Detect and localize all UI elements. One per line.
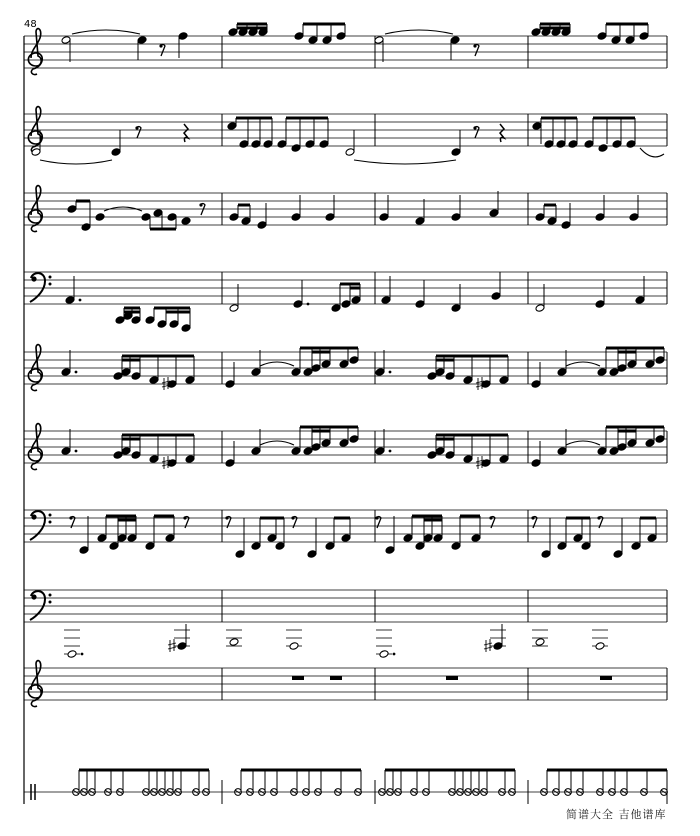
quarter-note — [178, 32, 188, 41]
note-head — [311, 364, 321, 373]
sixteenth-note — [157, 320, 167, 329]
dot — [389, 371, 392, 374]
dotted-quarter — [293, 300, 303, 309]
sixteenth-note — [181, 324, 191, 333]
quarter-note — [451, 213, 461, 222]
note-head — [499, 455, 509, 464]
eighth-note — [137, 36, 147, 45]
sixteenth-note — [131, 316, 141, 325]
half-note — [61, 36, 71, 45]
note-head — [627, 360, 637, 369]
eighth-note — [241, 217, 251, 226]
rest-dot — [473, 126, 476, 129]
quarter-note — [595, 213, 605, 222]
eighth-note — [319, 140, 329, 149]
rest-dot — [69, 516, 72, 519]
eighth-note — [322, 36, 332, 45]
quarter-note — [493, 642, 503, 651]
quarter-note — [415, 300, 425, 309]
note-head — [67, 205, 77, 214]
note-head — [321, 439, 331, 448]
sixteenth-note — [331, 304, 341, 313]
rest-dot — [159, 44, 162, 47]
bass-clef-dot — [49, 514, 52, 517]
note-head — [445, 372, 455, 381]
half-note — [229, 638, 239, 647]
measure-number: 48 — [24, 19, 37, 30]
note-head — [321, 360, 331, 369]
rest-dot — [183, 516, 186, 519]
note-head — [181, 217, 191, 226]
note-head — [423, 534, 433, 543]
note-head — [95, 213, 105, 222]
quarter-note — [291, 213, 301, 222]
bass-clef-dot — [31, 514, 36, 519]
dot — [75, 450, 78, 453]
note-head — [385, 546, 395, 555]
tie-slur — [260, 441, 294, 445]
quarter-note — [489, 209, 499, 218]
eighth-note — [532, 122, 542, 131]
quarter-note — [557, 447, 567, 456]
note-head — [117, 534, 127, 543]
dotted-quarter — [61, 368, 71, 377]
note-head — [557, 542, 567, 551]
note-head — [499, 376, 509, 385]
quarter-note — [177, 642, 187, 651]
sixteenth-note — [531, 28, 541, 37]
quarter-note — [251, 368, 261, 377]
note-head — [325, 542, 335, 551]
eighth-note — [597, 32, 607, 41]
eighth-note — [239, 140, 249, 149]
note-head — [267, 534, 277, 543]
note-head — [307, 550, 317, 559]
half-note — [535, 638, 545, 647]
rest-dot — [135, 126, 138, 129]
eighth-note — [291, 144, 301, 153]
bass-clef-dot — [49, 521, 52, 524]
quarter-note — [491, 292, 501, 301]
bass-clef-dot — [31, 276, 36, 281]
note-head — [463, 376, 473, 385]
tie-slur — [40, 160, 112, 164]
eighth-note — [625, 36, 635, 45]
note-head — [79, 546, 89, 555]
eighth-note — [611, 36, 621, 45]
note-head — [165, 534, 175, 543]
tie-slur — [566, 362, 600, 366]
eighth-note — [229, 213, 239, 222]
note-head — [445, 451, 455, 460]
dotted-half — [379, 650, 389, 659]
dot — [75, 371, 78, 374]
eighth-note — [598, 144, 608, 153]
dot — [79, 299, 82, 302]
tie-slur — [385, 30, 453, 34]
eighth-note — [277, 140, 287, 149]
note-head — [167, 213, 177, 222]
rest-dot — [375, 516, 378, 519]
note-head — [149, 455, 159, 464]
sixteenth-note — [228, 28, 238, 37]
dotted-quarter — [375, 368, 385, 377]
note-head — [121, 368, 131, 377]
quarter-note — [415, 217, 425, 226]
sixteenth-note — [351, 296, 361, 305]
note-head — [435, 368, 445, 377]
note-head — [127, 534, 137, 543]
eighth-note — [547, 217, 557, 226]
note-head — [275, 542, 285, 551]
quarter-note — [531, 380, 541, 389]
dotted-quarter — [375, 447, 385, 456]
eighth-note — [263, 140, 273, 149]
note-head — [631, 542, 641, 551]
dotted-quarter — [65, 296, 75, 305]
note-head — [655, 356, 665, 365]
note-head — [349, 356, 359, 365]
eighth-note — [544, 140, 554, 149]
note-head — [185, 455, 195, 464]
rest-dot — [473, 44, 476, 47]
dot — [307, 303, 310, 306]
sixteenth-note — [169, 320, 179, 329]
dotted-half — [67, 650, 77, 659]
quarter-note — [251, 447, 261, 456]
bass-clef-dot — [49, 276, 52, 279]
quarter-note — [595, 300, 605, 309]
whole-rest — [292, 676, 304, 680]
note-head — [341, 534, 351, 543]
note-head — [627, 439, 637, 448]
note-head — [235, 550, 245, 559]
eighth-note — [451, 148, 461, 157]
quarter-note — [531, 459, 541, 468]
note-head — [597, 447, 607, 456]
quarter-note — [225, 380, 235, 389]
note-head — [647, 534, 657, 543]
bass-clef-dot — [49, 594, 52, 597]
quarter-note — [635, 296, 645, 305]
note-head — [185, 376, 195, 385]
note-head — [433, 534, 443, 543]
note-head — [311, 443, 321, 452]
sharp-sign — [484, 639, 492, 652]
tie-slur — [566, 441, 600, 445]
dot — [393, 653, 396, 656]
eighth-note — [111, 148, 121, 157]
eighth-note — [336, 32, 346, 41]
note-head — [581, 542, 591, 551]
eighth-note — [227, 122, 237, 131]
note-head — [597, 368, 607, 377]
quarter-note — [451, 304, 461, 313]
eighth-note — [556, 140, 566, 149]
note-head — [121, 447, 131, 456]
eighth-note — [308, 36, 318, 45]
note-head — [349, 435, 359, 444]
eighth-note — [568, 140, 578, 149]
half-note — [229, 304, 239, 313]
note-head — [145, 542, 155, 551]
note-head — [291, 447, 301, 456]
tie-slur — [354, 160, 456, 164]
note-head — [617, 443, 627, 452]
tie-slur — [72, 30, 140, 34]
rest-dot — [531, 516, 534, 519]
dotted-quarter — [61, 447, 71, 456]
note-head — [463, 455, 473, 464]
sixteenth-note — [341, 300, 351, 309]
rest-dot — [597, 516, 600, 519]
half-note — [31, 148, 41, 157]
sixteenth-note — [145, 316, 155, 325]
bass-clef-dot — [31, 594, 36, 599]
bass-clef-dot — [49, 283, 52, 286]
eighth-note — [294, 32, 304, 41]
half-note — [535, 304, 545, 313]
quarter-rest — [184, 124, 188, 142]
note-head — [435, 447, 445, 456]
sharp-sign — [168, 639, 176, 652]
note-head — [645, 360, 655, 369]
quarter-note — [379, 213, 389, 222]
note-head — [97, 534, 107, 543]
half-note — [345, 148, 355, 157]
whole-rest — [600, 676, 612, 680]
note-head — [81, 223, 91, 232]
rest-dot — [489, 516, 492, 519]
watermark-logo: 简谱大全 吉他谱库 — [566, 808, 667, 821]
tie-slur — [640, 148, 664, 157]
whole-rest — [330, 676, 342, 680]
rest-dot — [225, 516, 228, 519]
note-head — [251, 542, 261, 551]
quarter-note — [557, 368, 567, 377]
note-head — [613, 550, 623, 559]
note-head — [291, 368, 301, 377]
tie-slur — [260, 362, 294, 366]
note-head — [471, 534, 481, 543]
eighth-note — [251, 140, 261, 149]
note-head — [149, 376, 159, 385]
eighth-note — [639, 32, 649, 41]
note-head — [339, 439, 349, 448]
dot — [389, 450, 392, 453]
note-head — [655, 435, 665, 444]
half-note — [595, 642, 605, 651]
quarter-note — [325, 213, 335, 222]
note-head — [645, 439, 655, 448]
note-head — [131, 451, 141, 460]
rest-dot — [291, 516, 294, 519]
eighth-note — [305, 140, 315, 149]
note-head — [339, 360, 349, 369]
bass-clef-dot — [49, 601, 52, 604]
quarter-note — [257, 221, 267, 230]
quarter-note — [629, 213, 639, 222]
note-head — [403, 534, 413, 543]
note-head — [451, 542, 461, 551]
eighth-note — [584, 140, 594, 149]
eighth-note — [450, 36, 460, 45]
quarter-note — [561, 221, 571, 230]
eighth-note — [535, 213, 545, 222]
quarter-rest — [500, 124, 504, 142]
whole-rest — [446, 676, 458, 680]
eighth-note — [612, 140, 622, 149]
note-head — [153, 209, 163, 218]
note-head — [541, 550, 551, 559]
note-head — [109, 542, 119, 551]
note-head — [415, 542, 425, 551]
note-head — [131, 372, 141, 381]
rest-dot — [199, 203, 202, 206]
note-head — [141, 213, 151, 222]
quarter-note — [225, 459, 235, 468]
half-note — [374, 36, 384, 45]
dot — [81, 653, 84, 656]
eighth-note — [626, 140, 636, 149]
note-head — [617, 364, 627, 373]
half-note — [289, 642, 299, 651]
note-head — [573, 534, 583, 543]
quarter-note — [381, 296, 391, 305]
